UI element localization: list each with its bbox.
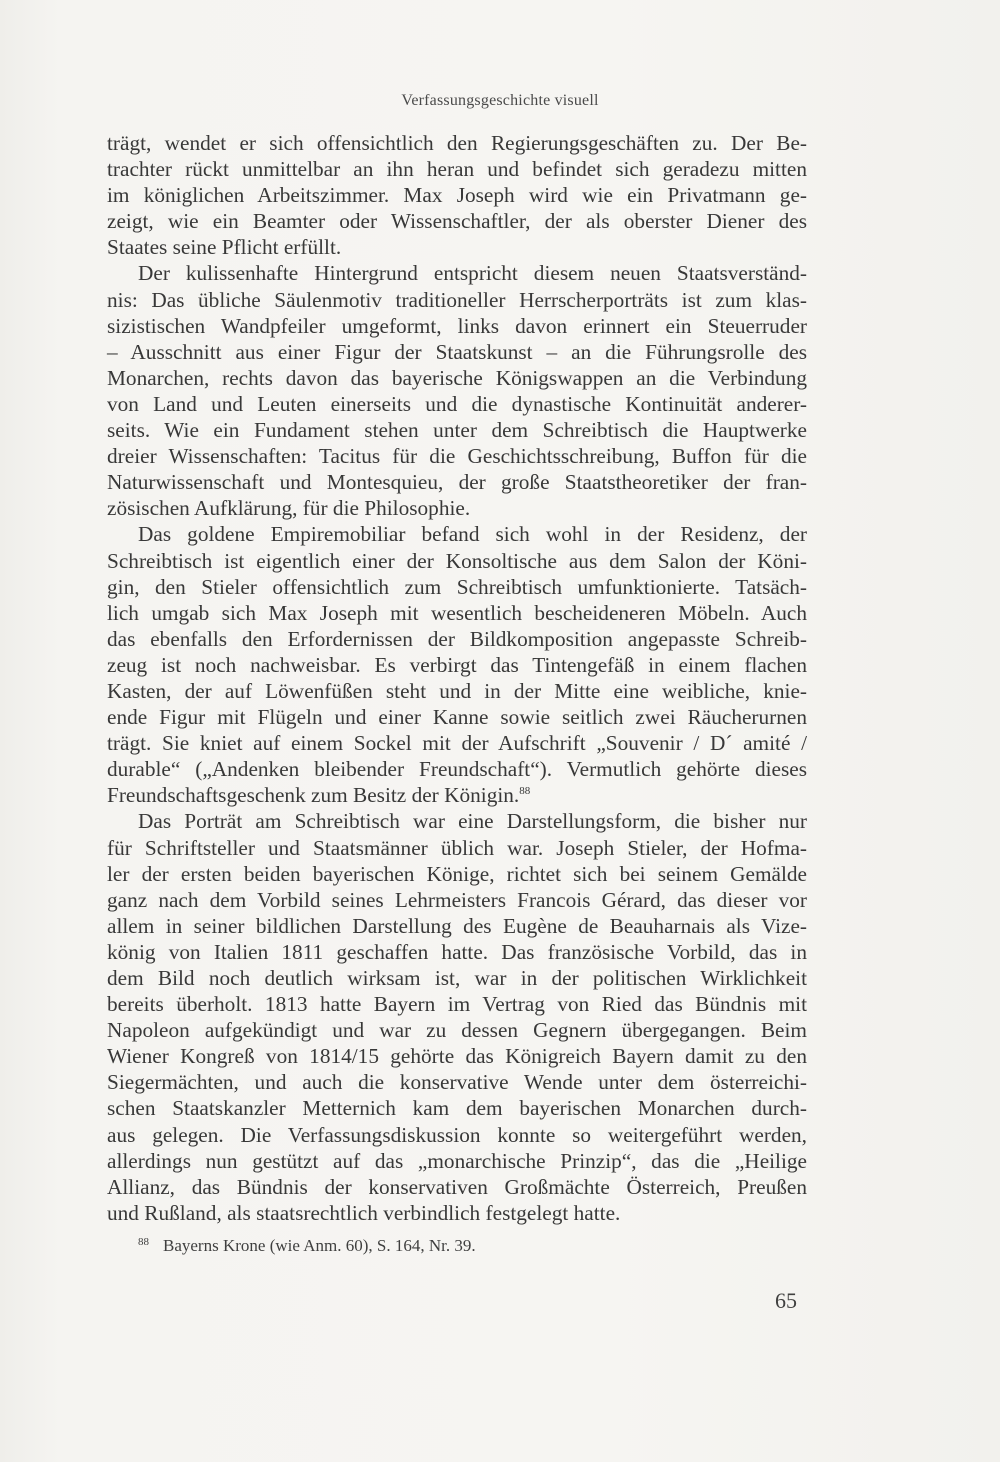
footnote-number: 88 bbox=[138, 1236, 149, 1248]
text-line: seits. Wie ein Fundament stehen unter dem Schreibtisch die Hauptwerke bbox=[107, 418, 807, 443]
text-line: ganz nach dem Vorbild seines Lehrmeisters Francois Gérard, das dieser vor bbox=[107, 887, 807, 912]
text-line: zeigt, wie ein Beamter oder Wissenschaftler, der als oberster Diener des bbox=[107, 209, 807, 234]
text-line: – Ausschnitt aus einer Figur der Staatskunst – an die Führungsrolle des bbox=[107, 339, 807, 364]
text-line: Siegermächten, und auch die konservative Wende unter dem österreichi- bbox=[107, 1070, 807, 1095]
text-line: trägt. Sie kniet auf einem Sockel mit der Aufschrift „Souvenir / D´ amité / bbox=[107, 731, 807, 756]
text-line: lich umgab sich Max Joseph mit wesentlich bescheideneren Möbeln. Auch bbox=[107, 600, 807, 625]
text-line: Das Porträt am Schreibtisch war eine Darstellungsform, die bisher nur bbox=[138, 809, 807, 834]
body-text bbox=[107, 130, 807, 1226]
text-line: im königlichen Arbeitszimmer. Max Joseph wird wie ein Privatmann ge- bbox=[107, 183, 807, 208]
text-line: trägt, wendet er sich offensichtlich den Regierungsgeschäften zu. Der Be- bbox=[107, 131, 807, 155]
paragraph-2 bbox=[107, 260, 807, 521]
paragraph-1 bbox=[107, 130, 807, 260]
footnote bbox=[138, 1236, 476, 1256]
text-line: Wiener Kongreß von 1814/15 gehörte das Königreich Bayern damit zu den bbox=[107, 1044, 807, 1069]
text-line: Freundschaftsgeschenk zum Besitz der Königin. bbox=[107, 783, 520, 808]
text-line: zeug ist noch nachweisbar. Es verbirgt das Tintengefäß in einem flachen bbox=[107, 652, 807, 677]
paragraph-4 bbox=[107, 808, 807, 1226]
running-head: Verfassungsgeschichte visuell bbox=[401, 92, 599, 109]
text-line: Staates seine Pflicht erfüllt. bbox=[107, 235, 342, 260]
text-line: Naturwissenschaft und Montesquieu, der große Staatstheoretiker der fran- bbox=[107, 470, 807, 495]
text-line: könig von Italien 1811 geschaffen hatte. Das französische Vorbild, das in bbox=[107, 939, 807, 964]
text-line: sizistischen Wandpfeiler umgeformt, links davon erinnert ein Steuerruder bbox=[107, 313, 807, 338]
text-line: ler der ersten beiden bayerischen Könige, richtet sich bei seinem Gemälde bbox=[107, 861, 807, 886]
text-line: Das goldene Empiremobiliar befand sich wohl in der Residenz, der bbox=[138, 522, 807, 547]
text-line-with-footnote bbox=[107, 782, 807, 808]
text-line: für Schriftsteller und Staatsmänner üblich war. Joseph Stieler, der Hofma- bbox=[107, 835, 807, 860]
text-line: durable“ („Andenken bleibender Freundschaft“). Vermutlich gehörte dieses bbox=[107, 757, 807, 782]
paragraph-3 bbox=[107, 521, 807, 808]
text-line: bereits überholt. 1813 hatte Bayern im Vertrag von Ried das Bündnis mit bbox=[107, 992, 807, 1017]
text-line: allem in seiner bildlichen Darstellung des Eugène de Beauharnais als Vize- bbox=[107, 913, 807, 938]
text-line: Schreibtisch ist eigentlich einer der Konsoltische aus dem Salon der Köni- bbox=[107, 548, 807, 573]
text-line: allerdings nun gestützt auf das „monarchische Prinzip“, das die „Heilige bbox=[107, 1148, 807, 1173]
text-line: gin, den Stieler offensichtlich zum Schreibtisch umfunktionierte. Tatsäch- bbox=[107, 574, 807, 599]
text-line: Monarchen, rechts davon das bayerische Königswappen an die Verbindung bbox=[107, 365, 807, 390]
text-line: das ebenfalls den Erfordernissen der Bildkomposition angepasste Schreib- bbox=[107, 626, 807, 651]
text-line: Der kulissenhafte Hintergrund entspricht diesem neuen Staatsverständ- bbox=[138, 261, 807, 286]
text-line: schen Staatskanzler Metternich kam dem bayerischen Monarchen durch- bbox=[107, 1096, 807, 1121]
text-line: von Land und Leuten einerseits und die dynastische Kontinuität anderer- bbox=[107, 391, 807, 416]
page-number: 65 bbox=[775, 1288, 797, 1313]
text-line: dreier Wissenschaften: Tacitus für die Geschichtsschreibung, Buffon für die bbox=[107, 444, 807, 469]
text-line: Napoleon aufgekündigt und war zu dessen Gegnern übergegangen. Beim bbox=[107, 1018, 807, 1043]
footnote-text: Bayerns Krone (wie Anm. 60), S. 164, Nr. 39. bbox=[163, 1236, 476, 1255]
footnote-reference[interactable]: 88 bbox=[519, 785, 531, 798]
text-line: zösischen Aufklärung, für die Philosophie. bbox=[107, 496, 471, 521]
text-line: Kasten, der auf Löwenfüßen steht und in der Mitte eine weibliche, knie- bbox=[107, 678, 807, 703]
text-line: und Rußland, als staatsrechtlich verbindlich festgelegt hatte. bbox=[107, 1200, 621, 1225]
text-line: Allianz, das Bündnis der konservativen Großmächte Österreich, Preußen bbox=[107, 1174, 807, 1199]
text-line: aus gelegen. Die Verfassungsdiskussion konnte so weitergeführt werden, bbox=[107, 1122, 807, 1147]
text-line: dem Bild noch deutlich wirksam ist, war in der politischen Wirklichkeit bbox=[107, 966, 807, 990]
text-line: nis: Das übliche Säulenmotiv traditioneller Herrscherporträts ist zum klas- bbox=[107, 287, 807, 312]
text-line: ende Figur mit Flügeln und einer Kanne sowie seitlich zwei Räucherurnen bbox=[107, 705, 807, 730]
text-line: trachter rückt unmittelbar an ihn heran und befindet sich geradezu mitten bbox=[107, 157, 807, 182]
